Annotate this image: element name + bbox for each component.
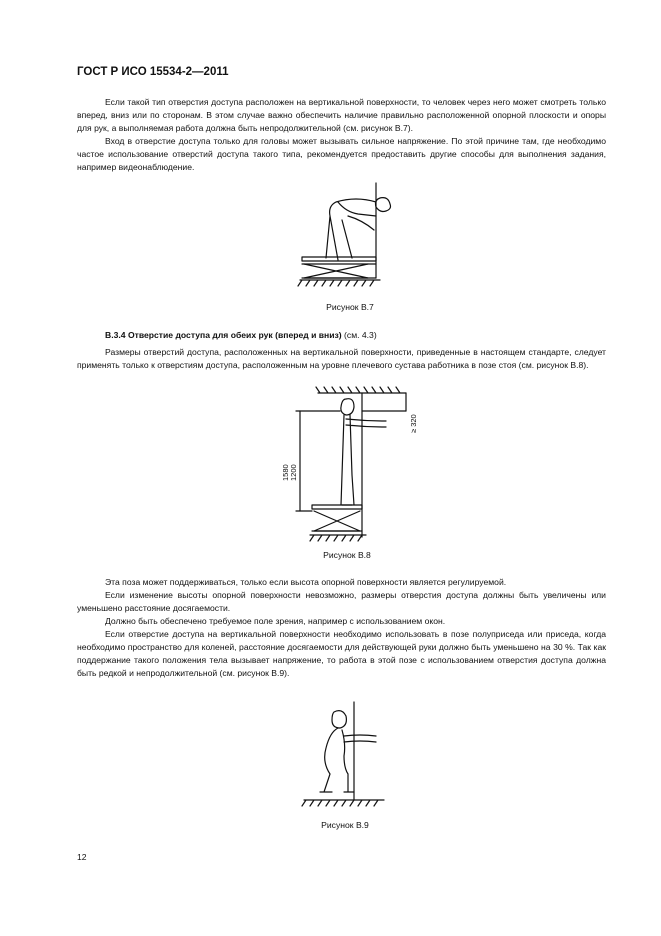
figure-b8-dim-1200: 1200 — [289, 464, 298, 481]
figure-b9-person — [320, 711, 376, 792]
paragraph-6: Должно быть обеспечено требуемое поле зрения, например с использованием окон. — [105, 616, 446, 626]
paragraph-2: Вход в отверстие доступа только для головы может вызывать сильное напряжение. По этой причине там, где необходимо частое использование отверстий доступа такого типа, рекомендуется предоставить другие способы для выполнения задания, например видеонаблюдение. — [77, 136, 606, 172]
paragraph-4: Эта поза может поддерживаться, только если высота опорной поверхности является регулируемой. — [105, 577, 507, 587]
figure-b8-caption: Рисунок В.8 — [323, 550, 371, 560]
section-reference: (см. 4.3) — [344, 330, 377, 340]
figure-b9-drawing — [300, 700, 390, 810]
document-header: ГОСТ Р ИСО 15534-2—2011 — [77, 66, 229, 78]
figure-b8-dim-320: ≥ 320 — [409, 414, 418, 433]
figure-b7-caption: Рисунок В.7 — [326, 302, 374, 312]
paragraph-7: Если отверстие доступа на вертикальной поверхности необходимо использовать в позе полуприседа или приседа, когда необходимо пространство для коленей, расстояние досягаемости для действующей руки должно быть уменьшено на 30 %. Так как поддержание такого положения тела вызывает напряжение, то работа в этой позе с использованием отверстия доступа должна быть редкой и непродолжительной (см. рисунок В.9). — [77, 629, 606, 678]
figure-b7-floor-hatch — [298, 280, 380, 286]
figure-b7-drawing — [290, 180, 400, 292]
paragraph-1: Если такой тип отверстия доступа расположен на вертикальной поверхности, то человек через него может смотреть только вперед, вниз или по сторонам. В этом случае важно обеспечить наличие правильно расположенной опорной плоскости и опоры для рук, а выполняемая работа должна быть непродолжительной (см. рисунок В.7). — [77, 97, 606, 133]
section-heading — [105, 330, 377, 340]
figure-b9-floor-hatch — [302, 800, 384, 806]
figure-b7-platform-top — [302, 257, 376, 261]
paragraph-3: Размеры отверстий доступа, расположенных на вертикальной поверхности, приведенные в настоящем стандарте, следует применять только к отверстиям доступа, расположенным на уровне плечевого сустава работника в позе стоя (см. рисунок В.8). — [77, 347, 606, 370]
figure-b8-dim-1580: 1580 — [281, 464, 290, 481]
figure-b8-scissor-lift — [314, 511, 360, 531]
figure-b8-platform-top — [312, 505, 362, 509]
figure-b9-caption: Рисунок В.9 — [321, 820, 369, 830]
section-number: В.3.4 — [105, 330, 126, 340]
figure-b8-person — [341, 399, 386, 505]
figure-b8-floor-hatch — [310, 535, 366, 541]
figure-b8-ceiling-hatch — [316, 387, 406, 393]
section-title: Отверстие доступа для обеих рук (вперед и вниз) — [127, 330, 342, 340]
figure-b7-scissor-lift — [304, 264, 368, 278]
paragraph-5: Если изменение высоты опорной поверхности невозможно, размеры отверстия доступа должны быть увеличены или уменьшено расстояние досягаемости. — [77, 590, 606, 613]
figure-b7-person — [326, 198, 391, 260]
figure-b8-drawing — [272, 385, 422, 545]
page-number: 12 — [77, 852, 87, 862]
